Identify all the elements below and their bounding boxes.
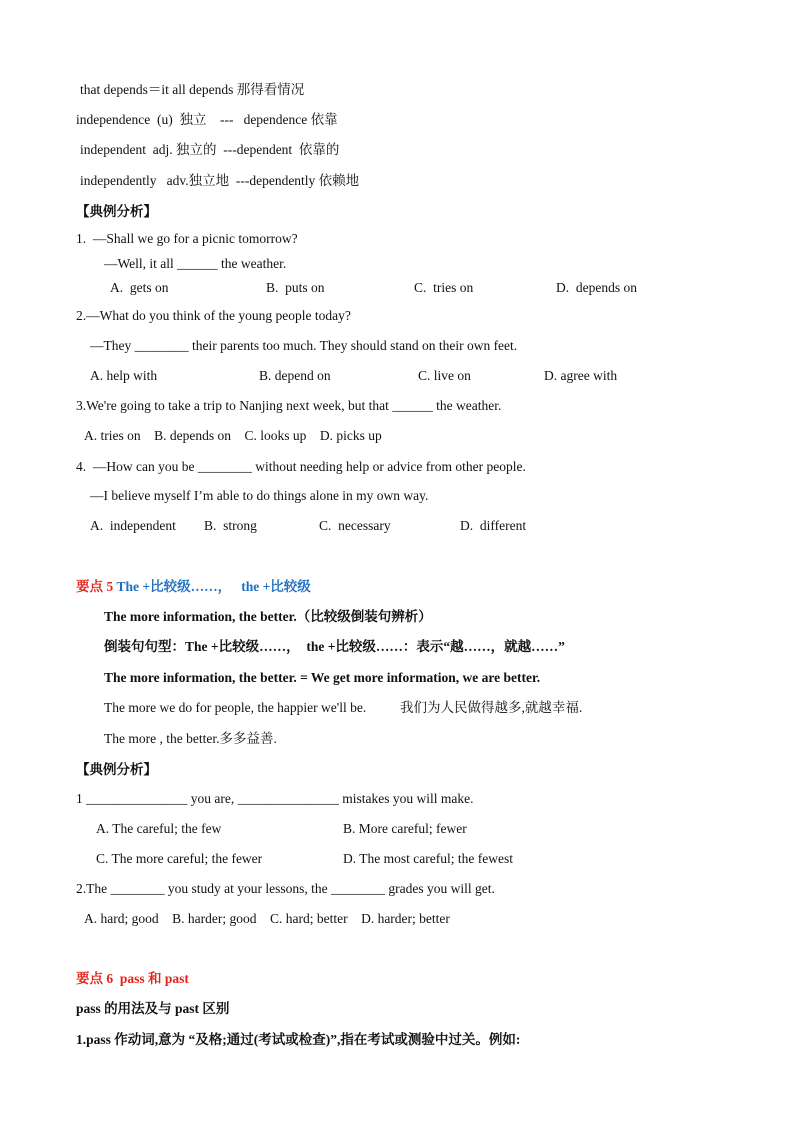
point-5-question-2-options: A. hard; good B. harder; good C. hard; better D. harder; better	[84, 911, 450, 926]
example-heading: 【典例分析】	[76, 204, 157, 219]
point-5-example-zh: 我们为人民做得越多,就越幸福.	[400, 700, 583, 715]
text-line: independent adj. 独立的 ---dependent 依靠的	[80, 142, 340, 157]
point-5-heading	[76, 579, 311, 595]
option-a: A. help with	[90, 368, 158, 383]
option-a: A. independent	[90, 518, 176, 533]
example-heading: 【典例分析】	[76, 762, 157, 777]
option-d: D. different	[460, 518, 527, 533]
option-c: C. necessary	[319, 518, 391, 533]
option-b: B. puts on	[266, 280, 325, 295]
option-c: C. The more careful; the fewer	[96, 851, 263, 866]
question-2-reply: —They ________ their parents too much. They should stand on their own feet.	[90, 338, 518, 353]
point-5-pattern: 倒装句句型：The +比较级……， the +比较级……：表示“越……，就越……”	[104, 639, 565, 654]
point-6-heading	[76, 971, 189, 987]
question-3-options: A. tries on B. depends on C. looks up D. picks up	[84, 428, 382, 443]
question-2: 2.—What do you think of the young people today?	[76, 308, 351, 323]
point-6-label: 要点 6	[76, 971, 114, 986]
point-5-line: The more information, the better. = We get more information, we are better.	[104, 670, 541, 685]
point-5-example: The more , the better.多多益善.	[104, 731, 277, 746]
point-5-question-2: 2.The ________ you study at your lessons, the ________ grades you will get.	[76, 881, 495, 896]
point-5-example-en: The more we do for people, the happier we'll be.	[104, 700, 367, 715]
point-6-line: pass 的用法及与 past 区别	[76, 1001, 230, 1016]
option-d: D. agree with	[544, 368, 618, 383]
point-5-line: The more information, the better.（比较级倒装句辨析）	[104, 609, 432, 624]
point-6-title: pass 和 past	[113, 971, 189, 986]
point-5-title: The +比较级……， the +比较级	[113, 579, 311, 594]
text-line: independently adv.独立地 ---dependently 依赖地	[80, 173, 360, 188]
point-5-question-1: 1 _______________ you are, _______________ mistakes you will make.	[76, 791, 474, 806]
point-5-label: 要点 5	[76, 579, 114, 594]
option-d: D. The most careful; the fewest	[343, 851, 513, 866]
text-line: that depends＝it all depends 那得看情况	[80, 82, 305, 97]
option-b: B. strong	[204, 518, 257, 533]
option-b: B. More careful; fewer	[343, 821, 467, 836]
question-4-reply: —I believe myself I’m able to do things alone in my own way.	[90, 488, 429, 503]
option-d: D. depends on	[556, 280, 637, 295]
point-6-line: 1.pass 作动词,意为 “及格;通过(考试或检查)”,指在考试或测验中过关。例如:	[76, 1032, 521, 1047]
question-4: 4. —How can you be ________ without needing help or advice from other people.	[76, 459, 526, 474]
option-a: A. gets on	[110, 280, 169, 295]
option-c: C. live on	[418, 368, 471, 383]
option-a: A. The careful; the few	[96, 821, 222, 836]
text-line: independence (u) 独立 --- dependence 依靠	[76, 112, 338, 127]
option-b: B. depend on	[259, 368, 331, 383]
question-1: 1. —Shall we go for a picnic tomorrow?	[76, 231, 298, 246]
question-1-reply: —Well, it all ______ the weather.	[104, 256, 287, 271]
question-3: 3.We're going to take a trip to Nanjing next week, but that ______ the weather.	[76, 398, 502, 413]
option-c: C. tries on	[414, 280, 474, 295]
